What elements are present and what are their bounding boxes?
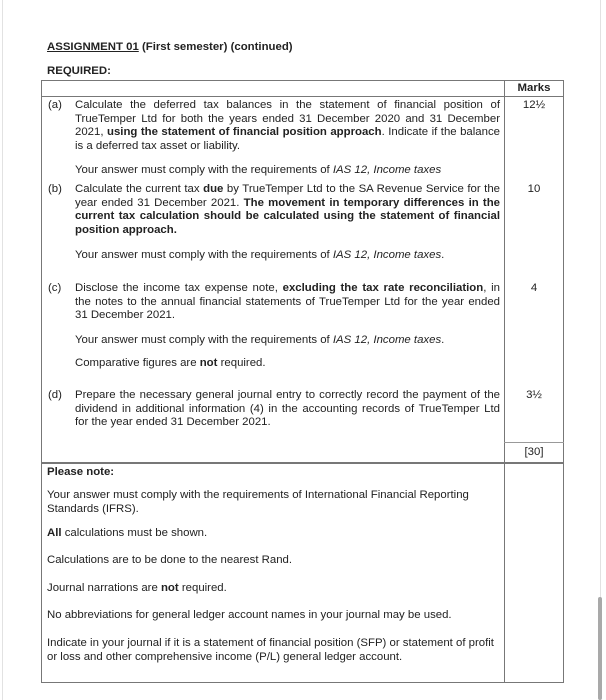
comply-text [75, 334, 500, 348]
text-bold: using the statement of financial position approach [106, 126, 382, 139]
text: Calculate the deferred tax balances in the statement of financial position of TrueTemper Ltd for both the years ended 31 December 2020 and 31 December 2021, [75, 99, 500, 139]
marks-header: Marks [517, 82, 551, 94]
table-border-left [41, 80, 42, 683]
note-item: Your answer must comply with the requirements of International Financial Reporting Standards (IFRS). [47, 489, 469, 515]
text: Journal narrations are [47, 582, 161, 594]
question-marks: 3½ [526, 389, 542, 401]
question-text [75, 99, 500, 153]
total-double-line [41, 462, 564, 464]
question-label: (c) [48, 282, 62, 294]
text-bold: not [160, 582, 179, 594]
table-border-right [563, 80, 564, 683]
question-text [75, 183, 500, 237]
note-item: Indicate in your journal if it is a statement of financial position (SFP) or statement of profit or loss and other comprehensive income (P/L) general ledger account. [47, 637, 494, 663]
required-heading: REQUIRED: [47, 65, 111, 77]
text: calculations must be shown. [61, 527, 208, 539]
text: required. [178, 582, 227, 594]
note-item: No abbreviations for general ledger account names in your journal may be used. [47, 609, 452, 621]
question-label: (a) [48, 99, 62, 111]
question-label: (b) [48, 183, 62, 195]
text: Calculate the current tax [75, 183, 204, 195]
question-marks: 12½ [522, 99, 546, 111]
text: by TrueTemper Ltd to the SA Revenue Service for the year ended 31 December 2021. [75, 183, 500, 209]
comply-text [75, 249, 500, 263]
assignment-subtitle: (First semester) (continued) [138, 41, 293, 53]
page-edge-right [600, 0, 601, 700]
text-bold: not [199, 357, 218, 369]
text-bold: excluding the tax rate reconciliation [282, 282, 484, 294]
note-item [47, 582, 227, 596]
question-text: Prepare the necessary general journal entry to correctly record the payment of the dividend in additional information (4) in the accounting records of TrueTemper Ltd for the year ended 31 December 2021. [75, 389, 500, 429]
note-item: Calculations are to be done to the nearest Rand. [47, 554, 293, 566]
note-heading: Please note: [47, 466, 115, 478]
scrollbar-thumb[interactable] [598, 597, 602, 700]
standard-name: IAS 12, Income taxes [332, 249, 442, 261]
comply-text [75, 164, 500, 178]
text: Your answer must comply with the requirements of [75, 164, 333, 176]
text: Comparative figures are [75, 357, 200, 369]
page-edge-left [2, 0, 3, 700]
total-marks: [30] [524, 446, 544, 458]
text-bold: The movement in temporary differences in the current tax calculation should be calculated using the statement of financial position approach. [75, 196, 501, 236]
question-marks: 10 [527, 183, 541, 195]
table-border-bottom [41, 682, 564, 683]
note-item [47, 527, 207, 541]
question-marks: 4 [530, 282, 538, 294]
question-text [75, 282, 500, 323]
text: . [441, 334, 445, 346]
assignment-number: ASSIGNMENT 01 [47, 41, 139, 53]
text: . Indicate if the balance is a deferred tax asset or liability. [75, 126, 500, 152]
marks-column-divider [504, 80, 505, 683]
text: Your answer must comply with the requirements of [75, 249, 333, 261]
table-header-divider [41, 96, 563, 97]
text: . [441, 249, 445, 261]
standard-name: IAS 12, Income taxes [332, 334, 442, 346]
total-divider [504, 442, 564, 443]
assignment-title [47, 41, 293, 55]
comparative-text [75, 357, 500, 371]
question-label: (d) [48, 389, 62, 401]
standard-name: IAS 12, Income taxes [332, 164, 442, 176]
text: Your answer must comply with the requirements of [75, 334, 333, 346]
text: , in the notes to the annual financial statements of TrueTemper Ltd for the year ended 31 December 2021. [75, 282, 500, 322]
text-bold: due [203, 183, 224, 195]
text-bold: All [47, 527, 62, 539]
table-border-top [41, 80, 563, 81]
text: Disclose the income tax expense note, [75, 282, 283, 294]
text: required. [217, 357, 266, 369]
